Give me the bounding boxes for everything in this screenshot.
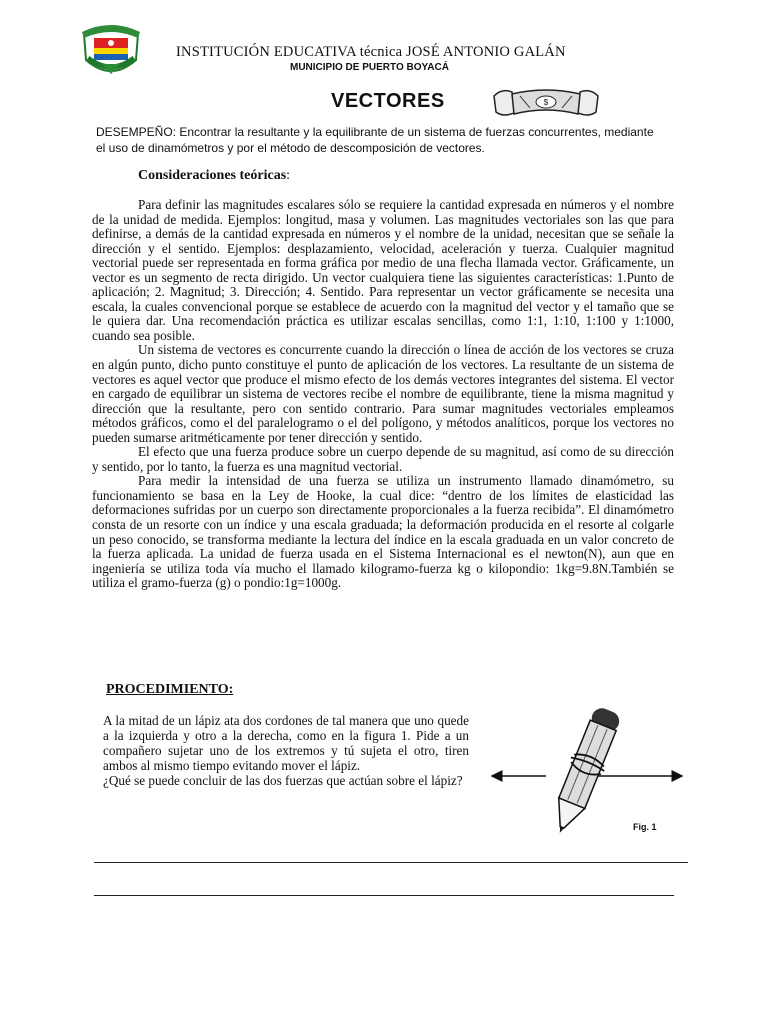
answer-line (94, 895, 674, 896)
school-crest-icon (78, 20, 144, 80)
hands-pulling-banknote-icon (490, 82, 602, 124)
consideraciones-heading (138, 168, 290, 184)
figure-label: Fig. 1 (633, 822, 657, 832)
theory-paragraph: El efecto que una fuerza produce sobre un cuerpo depende de su magnitud, así como de su dirección y sentido, por lo tanto, la fuerza es una magnitud vectorial. (92, 444, 674, 474)
consideraciones-heading-text: Consideraciones teóricas (138, 168, 287, 183)
answer-line (94, 862, 688, 863)
theory-paragraph: Para definir las magnitudes escalares sólo se requiere la cantidad expresada en números y el nombre de la unidad de medida. Ejemplos: longitud, masa y volumen. Las magnitudes vectoriales son las que para definirse, a demás de la cantidad expresada en números y el nombre de la unidad, necesitan que se señale la dirección y el sentido. Ejemplos: desplazamiento, velocidad, aceleración y tuerza. Cualquier magnitud vectorial puede ser representada en forma gráfica por medio de una flecha llamada vector. Gráficamente, un vector es un segmento de recta dirigido. Un vector cualquiera tiene las siguientes características: 1.Punto de aplicación; 2. Magnitud; 3. Dirección; 4. Sentido. Para representar un vector gráficamente se necesita una escala, la cuales convencional porque se establece de acuerdo con la magnitud del vector y el tamaño que se le quiera dar. Una recomendación práctica es utilizar escalas sencillas, como 1:1, 1:10, 1:100 y 1:1000, cuando sea posible. (92, 197, 674, 343)
theory-paragraph: Un sistema de vectores es concurrente cuando la dirección o línea de acción de los vectores se cruza en algún punto, dicho punto constituye el punto de aplicación de los vectores. La resultante de un sistema de vectores es aquel vector que produce el mismo efecto de los demás vectores integrantes del sistema. El vector en cargado de equilibrar un sistema de vectores recibe el nombre de equilibrante, tiene la misma magnitud y dirección que la resultante, pero con sentido contrario. Para sumar magnitudes vectoriales empleamos métodos gráficos, como el del paralelogramo o el del polígono, y métodos analíticos, porque los vectores no pueden sumarse aritméticamente por tener dirección y sentido. (92, 342, 674, 445)
consideraciones-heading-colon: : (286, 168, 291, 183)
institution-name: INSTITUCIÓN EDUCATIVA técnica JOSÉ ANTONIO GALÁN (176, 44, 566, 60)
procedimiento-body (103, 713, 469, 788)
procedimiento-question: ¿Qué se puede concluir de las dos fuerzas que actúan sobre el lápiz? (103, 773, 463, 788)
procedimiento-instruction: A la mitad de un lápiz ata dos cordones de tal manera que uno quede a la izquierda y otro a la derecha, como en la figura 1. Pide a un compañero sujetar uno de los extremos y tú sujeta el otro, tiren ambos al mismo tiempo evitando mover el lápiz. (103, 713, 469, 773)
theory-paragraph: Para medir la intensidad de una fuerza se utiliza un instrumento llamado dinamómetro, su funcionamiento se basa en la Ley de Hooke, la cual dice: “dentro de los límites de elasticidad las deformaciones sufridas por un cuerpo son directamente proporcionales a la fuerza recibida”. El dinamómetro consta de un resorte con un índice y una escala graduada; la deformación producida en el resorte al colgarle un peso conocido, se transforma mediante la lectura del índice en la escala graduada en un valor concreto de la fuerza aplicada. La unidad de fuerza usada en el Sistema Internacional es el newton(N), aun que en ingeniería se utiliza toda vía mucho el llamado kilogramo-fuerza kg o kilopondio: 1kg=9.8N.También se utiliza el gramo-fuerza (g) o pondio:1g=1000g. (92, 473, 674, 591)
desempeno-text: Encontrar la resultante y la equilibrante de un sistema de fuerzas concurrentes, mediante el uso de dinamómetros y por el método de descomposición de vectores. (96, 125, 654, 155)
page-title: VECTORES (331, 90, 445, 112)
procedimiento-heading: PROCEDIMIENTO: (106, 682, 234, 697)
theory-body (92, 198, 674, 591)
municipality-name: MUNICIPIO DE PUERTO BOYACÁ (290, 62, 449, 73)
desempeno-paragraph (96, 125, 656, 156)
svg-text:$: $ (543, 98, 549, 107)
desempeno-label: DESEMPEÑO: (96, 125, 177, 139)
